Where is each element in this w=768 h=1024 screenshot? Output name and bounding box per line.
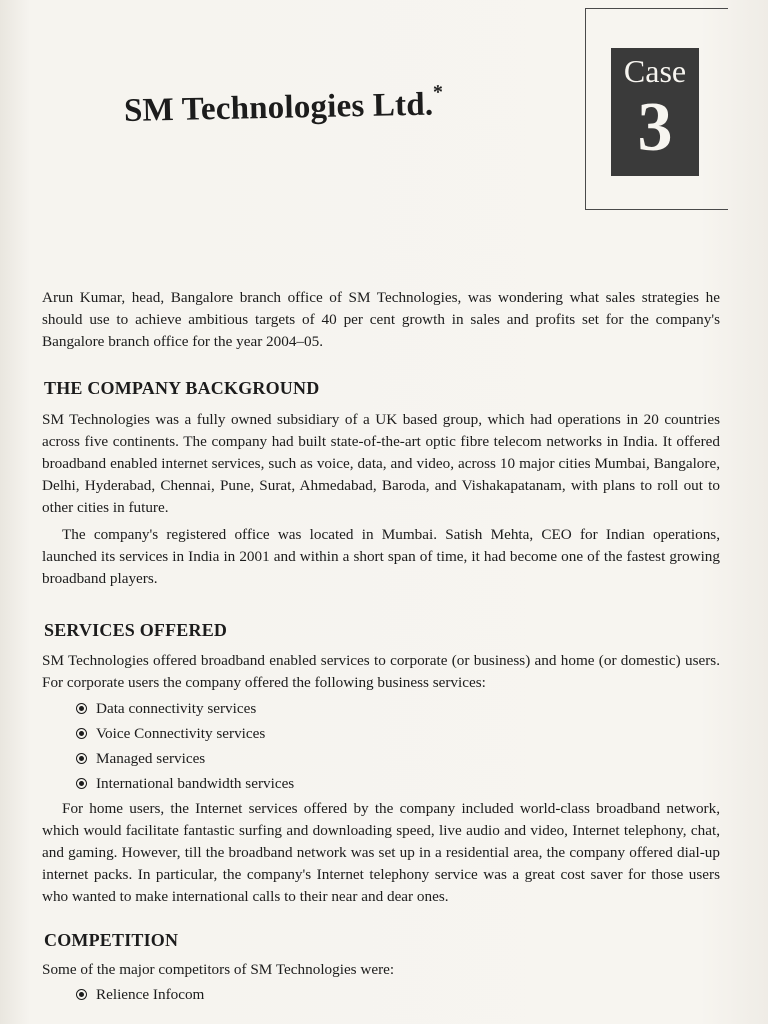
heading-services-offered: SERVICES OFFERED (44, 620, 228, 640)
bullet-icon (76, 778, 87, 789)
background-paragraph-2: The company's registered office was located in Mumbai. Satish Mehta, CEO for Indian operations, launched its services in India in 2001 and within a short span of time, it had become one of the fastest growing broadband players. (42, 526, 720, 587)
bullet-icon (76, 753, 87, 764)
intro-paragraph: Arun Kumar, head, Bangalore branch office of SM Technologies, was wondering what sales strategies he should use to achieve ambitious targets of 40 per cent growth in sales and profits set for the company's Bangalore branch office for the year 2004–05. (42, 289, 720, 350)
competition-intro: Some of the major competitors of SM Technologies were: (42, 961, 395, 978)
service-item-label: Data connectivity services (96, 700, 257, 717)
title-text: SM Technologies Ltd. (123, 86, 434, 129)
home-users-paragraph: For home users, the Internet services offered by the company included world-class broadband network, which would facilitate fantastic surfing and downloading speed, live audio and video, Internet telephony, chat, and gaming. However, till the broadband network was set up in a residential area, the company offered dial-up internet packs. In particular, the company's Internet telephony service was a great cost saver for those users who wanted to make international calls to their near and dear ones. (42, 800, 720, 905)
background-paragraph-1: SM Technologies was a fully owned subsidiary of a UK based group, which had operations in 20 countries across five continents. The company had built state-of-the-art optic fibre telecom networks in India. It offered broadband enabled internet services, such as voice, data, and video, across 10 major cities Mumbai, Bangalore, Delhi, Hyderabad, Chennai, Pune, Surat, Ahmedabad, Baroda, and Vishakapatanam, with plans to roll out to other cities in future. (42, 411, 720, 516)
title-footnote-mark: * (432, 81, 444, 104)
page-title (123, 81, 444, 130)
list-item (76, 721, 294, 746)
service-item-label: Managed services (96, 750, 206, 767)
case-word: Case (623, 53, 687, 89)
list-item (76, 771, 294, 796)
bullet-icon (76, 989, 87, 1000)
competitor-label: Relience Infocom (96, 986, 205, 1003)
bullet-icon (76, 703, 87, 714)
bullet-icon (76, 728, 87, 739)
list-item (76, 982, 204, 1007)
list-item (76, 746, 294, 771)
list-item (76, 696, 294, 721)
heading-competition: COMPETITION (44, 930, 179, 950)
services-list (76, 696, 294, 796)
case-label-box (611, 48, 699, 176)
competitors-list (76, 982, 204, 1007)
service-item-label: Voice Connectivity services (96, 725, 266, 742)
heading-company-background: THE COMPANY BACKGROUND (44, 378, 320, 398)
service-item-label: International bandwidth services (96, 775, 295, 792)
case-number: 3 (637, 89, 673, 166)
services-intro: SM Technologies offered broadband enabled services to corporate (or business) and home (or domestic) users. For corporate users the company offered the following business services: (42, 652, 720, 691)
